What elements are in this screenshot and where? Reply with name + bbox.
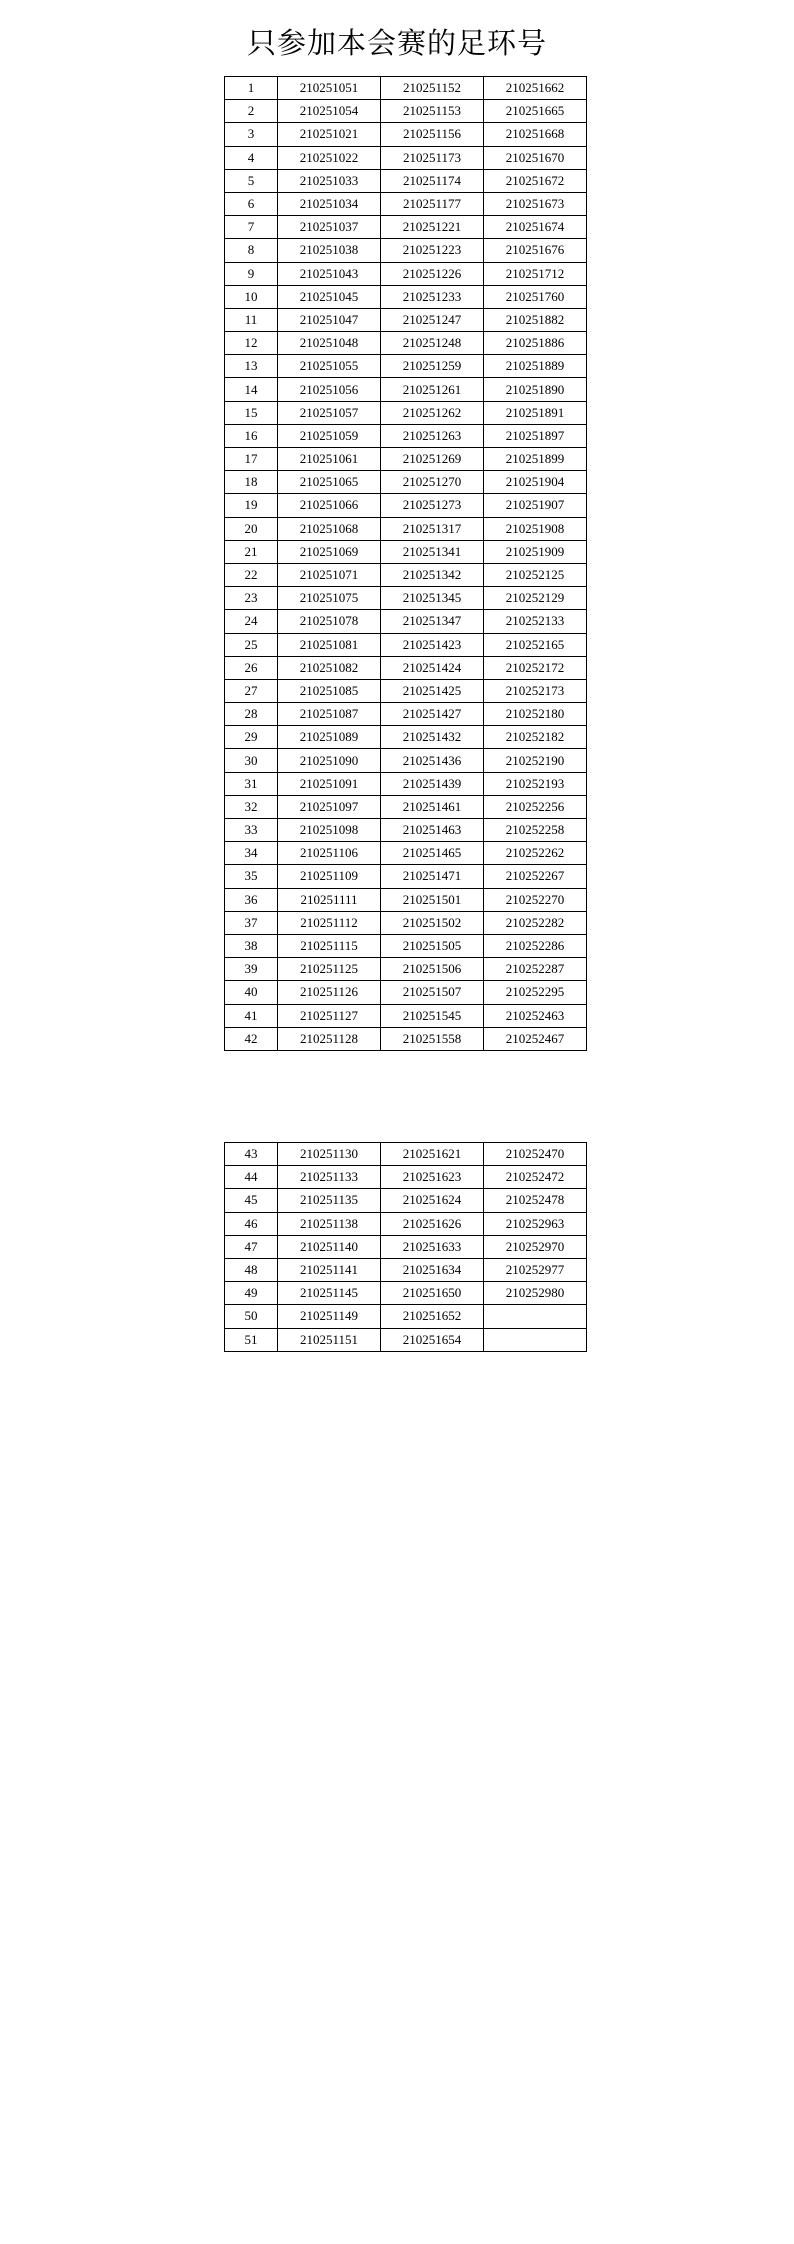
ring-number-cell: 210251038	[278, 239, 381, 262]
ring-number-cell: 210251463	[381, 819, 484, 842]
ring-number-cell: 210252129	[484, 587, 587, 610]
table-row	[225, 1305, 587, 1328]
row-number-cell: 23	[225, 587, 278, 610]
table-row	[225, 1235, 587, 1258]
page-title: 只参加本会赛的足环号	[246, 26, 547, 60]
ring-number-cell: 210251502	[381, 911, 484, 934]
row-number-cell: 40	[225, 981, 278, 1004]
ring-number-cell: 210251471	[381, 865, 484, 888]
ring-number-cell: 210252267	[484, 865, 587, 888]
ring-number-cell: 210251075	[278, 587, 381, 610]
ring-number-cell: 210251054	[278, 100, 381, 123]
row-number-cell: 17	[225, 448, 278, 471]
ring-number-cell: 210251066	[278, 494, 381, 517]
ring-number-cell: 210252478	[484, 1189, 587, 1212]
ring-number-cell: 210252258	[484, 819, 587, 842]
table-row	[225, 540, 587, 563]
ring-number-cell: 210251090	[278, 749, 381, 772]
row-number-cell: 41	[225, 1004, 278, 1027]
row-number-cell: 1	[225, 77, 278, 100]
ring-number-cell: 210251082	[278, 656, 381, 679]
ring-number-cell: 210251633	[381, 1235, 484, 1258]
ring-number-cell: 210251623	[381, 1166, 484, 1189]
ring-number-cell: 210251089	[278, 726, 381, 749]
ring-number-cell: 210252282	[484, 911, 587, 934]
ring-number-cell: 210251545	[381, 1004, 484, 1027]
ring-number-cell: 210251061	[278, 448, 381, 471]
row-number-cell: 32	[225, 795, 278, 818]
ring-number-cell: 210251650	[381, 1282, 484, 1305]
ring-number-cell: 210252295	[484, 981, 587, 1004]
ring-number-cell: 210251889	[484, 355, 587, 378]
ring-number-cell: 210251273	[381, 494, 484, 517]
ring-number-cell: 210251439	[381, 772, 484, 795]
table-row	[225, 633, 587, 656]
row-number-cell: 28	[225, 703, 278, 726]
table-row	[225, 285, 587, 308]
ring-number-cell: 210251091	[278, 772, 381, 795]
ring-number-cell: 210252287	[484, 958, 587, 981]
ring-number-cell: 210251317	[381, 517, 484, 540]
ring-number-cell: 210252270	[484, 888, 587, 911]
row-number-cell: 43	[225, 1143, 278, 1166]
ring-number-cell: 210251662	[484, 77, 587, 100]
ring-number-cell: 210251151	[278, 1328, 381, 1351]
ring-number-cell: 210251149	[278, 1305, 381, 1328]
ring-number-cell: 210252180	[484, 703, 587, 726]
row-number-cell: 21	[225, 540, 278, 563]
table-row	[225, 934, 587, 957]
row-number-cell: 9	[225, 262, 278, 285]
ring-number-cell: 210251133	[278, 1166, 381, 1189]
row-number-cell: 46	[225, 1212, 278, 1235]
row-number-cell: 25	[225, 633, 278, 656]
ring-number-cell: 210251674	[484, 216, 587, 239]
ring-number-cell: 210251057	[278, 401, 381, 424]
ring-number-cell: 210251427	[381, 703, 484, 726]
row-number-cell: 15	[225, 401, 278, 424]
table-row	[225, 865, 587, 888]
ring-number-cell: 210252980	[484, 1282, 587, 1305]
ring-number-cell: 210251127	[278, 1004, 381, 1027]
ring-number-cell: 210251022	[278, 146, 381, 169]
table-row	[225, 424, 587, 447]
ring-number-cell: 210251342	[381, 563, 484, 586]
ring-number-cell: 210251505	[381, 934, 484, 957]
ring-number-cell: 210251130	[278, 1143, 381, 1166]
ring-number-cell: 210251085	[278, 679, 381, 702]
row-number-cell: 42	[225, 1027, 278, 1050]
ring-number-cell: 210251269	[381, 448, 484, 471]
row-number-cell: 5	[225, 169, 278, 192]
table-row	[225, 1004, 587, 1027]
row-number-cell: 38	[225, 934, 278, 957]
ring-number-cell: 210251347	[381, 610, 484, 633]
ring-number-cell: 210251890	[484, 378, 587, 401]
ring-number-cell: 210251897	[484, 424, 587, 447]
table-row	[225, 1027, 587, 1050]
ring-number-cell: 210251909	[484, 540, 587, 563]
table-row	[225, 494, 587, 517]
ring-number-cell: 210252256	[484, 795, 587, 818]
ring-number-cell: 210252165	[484, 633, 587, 656]
table-row	[225, 1328, 587, 1351]
table-body	[225, 1143, 587, 1352]
row-number-cell: 10	[225, 285, 278, 308]
row-number-cell: 18	[225, 471, 278, 494]
ring-number-cell: 210251033	[278, 169, 381, 192]
ring-number-cell: 210251221	[381, 216, 484, 239]
ring-number-cell: 210252977	[484, 1258, 587, 1281]
ring-number-table-part-2	[224, 1142, 587, 1352]
ring-number-cell: 210251174	[381, 169, 484, 192]
ring-number-cell: 210251501	[381, 888, 484, 911]
ring-number-cell: 210251652	[381, 1305, 484, 1328]
row-number-cell: 6	[225, 192, 278, 215]
ring-number-cell: 210251247	[381, 308, 484, 331]
row-number-cell: 37	[225, 911, 278, 934]
row-number-cell: 12	[225, 332, 278, 355]
row-number-cell: 3	[225, 123, 278, 146]
ring-number-cell: 210251672	[484, 169, 587, 192]
table-row	[225, 308, 587, 331]
table-row	[225, 911, 587, 934]
table-row	[225, 517, 587, 540]
ring-number-cell: 210251760	[484, 285, 587, 308]
row-number-cell: 33	[225, 819, 278, 842]
ring-number-cell: 210251145	[278, 1282, 381, 1305]
ring-number-cell: 210251461	[381, 795, 484, 818]
ring-number-cell: 210251424	[381, 656, 484, 679]
ring-number-cell: 210252125	[484, 563, 587, 586]
table-row	[225, 169, 587, 192]
row-number-cell: 20	[225, 517, 278, 540]
ring-number-cell: 210251034	[278, 192, 381, 215]
row-number-cell: 16	[225, 424, 278, 447]
row-number-cell: 2	[225, 100, 278, 123]
row-number-cell: 47	[225, 1235, 278, 1258]
ring-number-cell: 210251152	[381, 77, 484, 100]
ring-number-cell: 210251098	[278, 819, 381, 842]
table-row	[225, 355, 587, 378]
ring-number-cell: 210251128	[278, 1027, 381, 1050]
table-row	[225, 123, 587, 146]
ring-number-cell: 210251106	[278, 842, 381, 865]
ring-number-cell: 210251634	[381, 1258, 484, 1281]
ring-number-cell: 210251087	[278, 703, 381, 726]
ring-number-cell: 210251097	[278, 795, 381, 818]
row-number-cell: 45	[225, 1189, 278, 1212]
ring-number-cell: 210252472	[484, 1166, 587, 1189]
table-row	[225, 332, 587, 355]
ring-number-cell: 210251141	[278, 1258, 381, 1281]
ring-number-cell: 210251233	[381, 285, 484, 308]
table-row	[225, 1212, 587, 1235]
row-number-cell: 30	[225, 749, 278, 772]
row-number-cell: 34	[225, 842, 278, 865]
row-number-cell: 13	[225, 355, 278, 378]
table-row	[225, 679, 587, 702]
ring-number-cell: 210252463	[484, 1004, 587, 1027]
ring-number-cell: 210251065	[278, 471, 381, 494]
ring-number-cell: 210251043	[278, 262, 381, 285]
row-number-cell: 48	[225, 1258, 278, 1281]
ring-number-cell: 210251135	[278, 1189, 381, 1212]
table-row	[225, 795, 587, 818]
ring-number-cell: 210252193	[484, 772, 587, 795]
table-body	[225, 77, 587, 1051]
ring-number-cell: 210251465	[381, 842, 484, 865]
ring-number-cell: 210251670	[484, 146, 587, 169]
table-row	[225, 1258, 587, 1281]
table-row	[225, 563, 587, 586]
table-row	[225, 656, 587, 679]
row-number-cell: 49	[225, 1282, 278, 1305]
table-row	[225, 378, 587, 401]
ring-number-cell: 210251156	[381, 123, 484, 146]
ring-number-cell: 210251899	[484, 448, 587, 471]
ring-number-cell: 210252172	[484, 656, 587, 679]
ring-number-cell: 210251626	[381, 1212, 484, 1235]
ring-number-cell: 210251665	[484, 100, 587, 123]
table-row	[225, 610, 587, 633]
table-row	[225, 726, 587, 749]
ring-number-cell: 210251654	[381, 1328, 484, 1351]
ring-number-cell: 210251059	[278, 424, 381, 447]
table-row	[225, 1143, 587, 1166]
ring-number-cell: 210251882	[484, 308, 587, 331]
table-row	[225, 958, 587, 981]
row-number-cell: 26	[225, 656, 278, 679]
ring-number-cell: 210251078	[278, 610, 381, 633]
table-row	[225, 587, 587, 610]
ring-number-cell: 210251037	[278, 216, 381, 239]
row-number-cell: 51	[225, 1328, 278, 1351]
ring-number-cell: 210251676	[484, 239, 587, 262]
ring-number-cell: 210251109	[278, 865, 381, 888]
row-number-cell: 19	[225, 494, 278, 517]
ring-number-cell: 210251904	[484, 471, 587, 494]
row-number-cell: 31	[225, 772, 278, 795]
ring-number-cell: 210251138	[278, 1212, 381, 1235]
ring-number-cell: 210252182	[484, 726, 587, 749]
ring-number-cell: 210252467	[484, 1027, 587, 1050]
ring-number-cell: 210251048	[278, 332, 381, 355]
table-row	[225, 471, 587, 494]
table-row	[225, 842, 587, 865]
row-number-cell: 29	[225, 726, 278, 749]
table-row	[225, 772, 587, 795]
ring-number-cell: 210251153	[381, 100, 484, 123]
ring-number-cell	[484, 1328, 587, 1351]
ring-number-cell: 210252470	[484, 1143, 587, 1166]
table-row	[225, 401, 587, 424]
ring-number-cell: 210251140	[278, 1235, 381, 1258]
table-row	[225, 192, 587, 215]
ring-number-cell: 210251226	[381, 262, 484, 285]
table-row	[225, 703, 587, 726]
table-row	[225, 981, 587, 1004]
ring-number-cell: 210251112	[278, 911, 381, 934]
ring-number-cell: 210252262	[484, 842, 587, 865]
table-row	[225, 749, 587, 772]
ring-number-cell: 210251021	[278, 123, 381, 146]
ring-number-cell: 210251223	[381, 239, 484, 262]
ring-number-cell: 210251071	[278, 563, 381, 586]
table-row	[225, 888, 587, 911]
ring-number-cell: 210251712	[484, 262, 587, 285]
table-row	[225, 100, 587, 123]
row-number-cell: 24	[225, 610, 278, 633]
ring-number-cell: 210251081	[278, 633, 381, 656]
row-number-cell: 8	[225, 239, 278, 262]
ring-number-cell: 210251056	[278, 378, 381, 401]
ring-number-cell: 210251126	[278, 981, 381, 1004]
ring-number-cell: 210251115	[278, 934, 381, 957]
row-number-cell: 4	[225, 146, 278, 169]
ring-number-cell: 210251425	[381, 679, 484, 702]
row-number-cell: 27	[225, 679, 278, 702]
ring-number-cell: 210251261	[381, 378, 484, 401]
ring-number-cell: 210251558	[381, 1027, 484, 1050]
ring-number-cell: 210251341	[381, 540, 484, 563]
table-row	[225, 1189, 587, 1212]
table-row	[225, 239, 587, 262]
table-row	[225, 262, 587, 285]
table-row	[225, 819, 587, 842]
ring-number-cell: 210252133	[484, 610, 587, 633]
row-number-cell: 7	[225, 216, 278, 239]
ring-number-cell: 210251069	[278, 540, 381, 563]
ring-number-cell: 210251051	[278, 77, 381, 100]
table-row	[225, 146, 587, 169]
table-row	[225, 448, 587, 471]
ring-number-cell: 210251259	[381, 355, 484, 378]
row-number-cell: 35	[225, 865, 278, 888]
row-number-cell: 36	[225, 888, 278, 911]
table-row	[225, 216, 587, 239]
ring-number-cell	[484, 1305, 587, 1328]
ring-number-cell: 210251506	[381, 958, 484, 981]
table-row	[225, 1166, 587, 1189]
ring-number-cell: 210251891	[484, 401, 587, 424]
ring-number-cell: 210251125	[278, 958, 381, 981]
ring-number-cell: 210251668	[484, 123, 587, 146]
ring-number-cell: 210251624	[381, 1189, 484, 1212]
row-number-cell: 39	[225, 958, 278, 981]
ring-number-cell: 210251270	[381, 471, 484, 494]
ring-number-cell: 210252286	[484, 934, 587, 957]
ring-number-cell: 210251432	[381, 726, 484, 749]
row-number-cell: 14	[225, 378, 278, 401]
table-row	[225, 77, 587, 100]
ring-number-cell: 210251423	[381, 633, 484, 656]
ring-number-cell: 210252970	[484, 1235, 587, 1258]
ring-number-cell: 210251507	[381, 981, 484, 1004]
ring-number-cell: 210251673	[484, 192, 587, 215]
table-row	[225, 1282, 587, 1305]
ring-number-cell: 210251177	[381, 192, 484, 215]
ring-number-cell: 210251173	[381, 146, 484, 169]
ring-number-cell: 210251621	[381, 1143, 484, 1166]
ring-number-cell: 210251907	[484, 494, 587, 517]
ring-number-cell: 210252963	[484, 1212, 587, 1235]
ring-number-cell: 210251248	[381, 332, 484, 355]
ring-number-cell: 210251055	[278, 355, 381, 378]
ring-number-cell: 210252173	[484, 679, 587, 702]
ring-number-cell: 210251345	[381, 587, 484, 610]
ring-number-table-part-1	[224, 76, 587, 1051]
ring-number-cell: 210251436	[381, 749, 484, 772]
row-number-cell: 44	[225, 1166, 278, 1189]
ring-number-cell: 210251886	[484, 332, 587, 355]
row-number-cell: 11	[225, 308, 278, 331]
ring-number-cell: 210251047	[278, 308, 381, 331]
ring-number-cell: 210251045	[278, 285, 381, 308]
ring-number-cell: 210251262	[381, 401, 484, 424]
ring-number-cell: 210251111	[278, 888, 381, 911]
ring-number-cell: 210251068	[278, 517, 381, 540]
ring-number-cell: 210252190	[484, 749, 587, 772]
row-number-cell: 50	[225, 1305, 278, 1328]
row-number-cell: 22	[225, 563, 278, 586]
ring-number-cell: 210251908	[484, 517, 587, 540]
ring-number-cell: 210251263	[381, 424, 484, 447]
